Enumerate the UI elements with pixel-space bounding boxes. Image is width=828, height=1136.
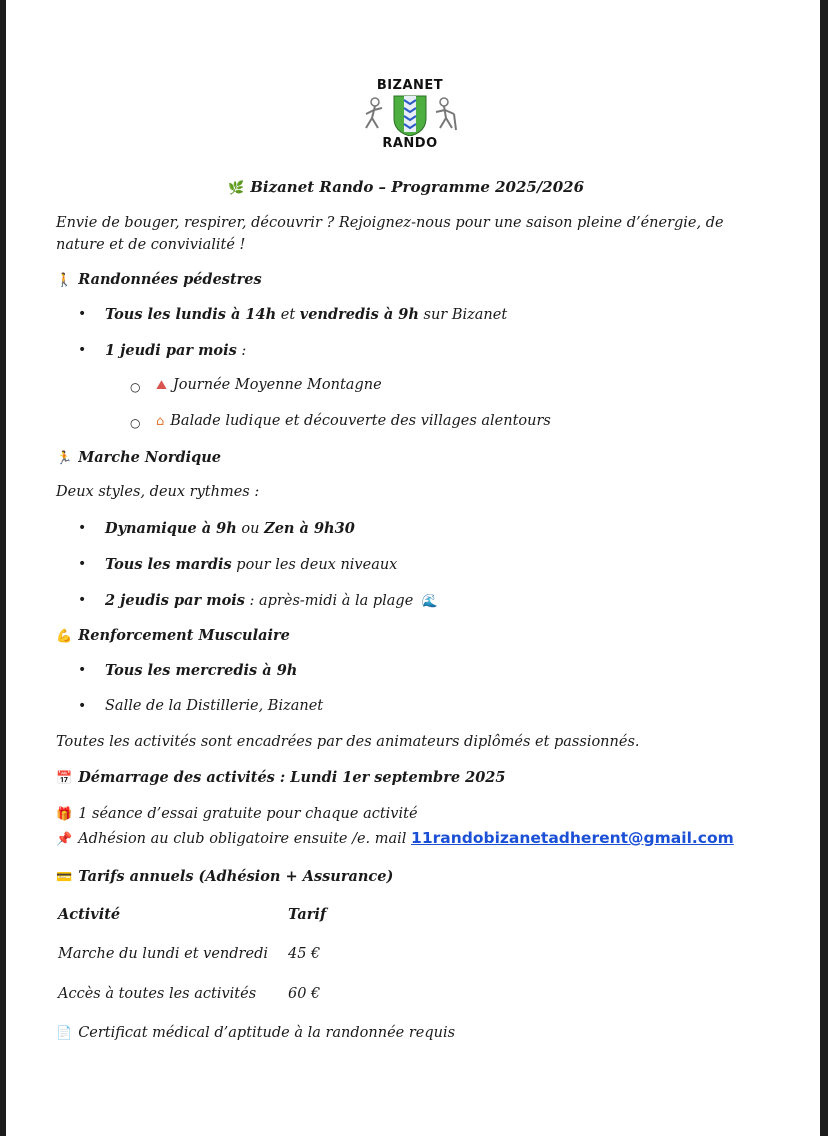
document-page — [6, 0, 820, 1136]
title-text: Bizanet Rando – Programme 2025/2026 — [250, 178, 585, 196]
sub-bullet: ○ — [130, 380, 141, 394]
hiker-icon: 🚶 — [56, 273, 73, 288]
nordic-heading-text: Marche Nordique — [78, 449, 222, 466]
rando-item-2-end: : — [236, 343, 247, 359]
renfo-item-1: Tous les mercredis à 9h — [105, 662, 298, 679]
bullet-dot: • — [78, 520, 87, 536]
nordic-item-3-bold: 2 jeudis par mois — [105, 592, 245, 609]
trial-text: 1 séance d’essai gratuite pour chaque activité — [78, 806, 418, 822]
bullet-dot: • — [78, 342, 87, 358]
rando-item-1-part-b: vendredis à 9h — [299, 306, 419, 323]
nordic-item-2-bold: Tous les mardis — [105, 556, 232, 573]
certificate-note — [56, 1025, 455, 1041]
rando-item-1-mid: et — [276, 307, 300, 323]
page-title — [228, 178, 584, 196]
rando-item-2 — [105, 342, 246, 359]
email-link[interactable]: 11randobizanetadherent@gmail.com — [411, 829, 734, 847]
leaf-icon: 🌿 — [228, 181, 245, 196]
table-cell-price: 45 € — [288, 946, 321, 962]
logo-top-text: BIZANET — [376, 78, 444, 93]
table-cell-activity: Marche du lundi et vendredi — [58, 946, 268, 962]
logo-emblem-icon — [360, 94, 460, 136]
renfo-heading-text: Renforcement Musculaire — [78, 627, 290, 644]
rando-heading — [56, 271, 262, 288]
bullet-dot: • — [78, 698, 87, 714]
document-icon: 📄 — [56, 1026, 73, 1041]
card-icon: 💳 — [56, 870, 73, 885]
renfo-item-2: Salle de la Distillerie, Bizanet — [105, 698, 324, 714]
bullet-dot: • — [78, 592, 87, 608]
rando-sub-2-text: Balade ludique et découverte des villages alentours — [170, 413, 551, 429]
rando-item-2-bold: 1 jeudi par mois — [105, 342, 237, 359]
table-cell-price: 60 € — [288, 986, 321, 1002]
nordic-intro: Deux styles, deux rythmes : — [56, 484, 260, 500]
table-cell-activity: Accès à toutes les activités — [58, 986, 257, 1002]
nordic-item-3 — [105, 592, 444, 609]
nordic-heading — [56, 449, 221, 466]
trial-note — [56, 806, 418, 822]
logo-bottom-text: RANDO — [382, 136, 438, 151]
nordic-item-2 — [105, 556, 397, 573]
activities-note: Toutes les activités sont encadrées par des animateurs diplômés et passionnés. — [56, 734, 640, 750]
nordic-item-1 — [105, 520, 355, 537]
membership-text: Adhésion au club obligatoire ensuite /e. mail — [78, 831, 407, 847]
renfo-heading — [56, 627, 290, 644]
nordic-item-3-end: : après-midi à la plage — [244, 593, 414, 609]
certificate-text: Certificat médical d’aptitude à la randonnée requis — [78, 1025, 456, 1041]
right-frame-edge — [820, 0, 828, 1136]
nordic-item-2-end: pour les deux niveaux — [231, 557, 398, 573]
rando-sub-1 — [156, 377, 382, 393]
bullet-dot: • — [78, 556, 87, 572]
rando-sub-1-text: Journée Moyenne Montagne — [172, 377, 382, 393]
rando-item-1-end: sur Bizanet — [418, 307, 508, 323]
nordic-item-1-part-b: Zen à 9h30 — [264, 520, 355, 537]
mountain-icon: ⛰ — [156, 378, 167, 393]
rando-item-1-part-a: Tous les lundis à 14h — [105, 306, 277, 323]
nordic-item-1-mid: ou — [236, 521, 265, 537]
start-date-text: Démarrage des activités : Lundi 1er septembre 2025 — [78, 769, 506, 786]
rando-sub-2 — [156, 413, 551, 429]
rando-heading-text: Randonnées pédestres — [78, 271, 262, 288]
table-header-price: Tarif — [288, 906, 327, 923]
intro-paragraph: Envie de bouger, respirer, découvrir ? Rejoignez-nous pour une saison pleine d’énergie, de nature et de convivialité ! — [56, 215, 724, 253]
tarifs-heading — [56, 868, 393, 885]
club-logo — [360, 78, 460, 154]
bullet-dot: • — [78, 662, 87, 678]
calendar-icon: 📅 — [56, 771, 73, 786]
membership-note — [56, 829, 734, 847]
nordic-item-1-part-a: Dynamique à 9h — [105, 520, 237, 537]
sub-bullet: ○ — [130, 416, 141, 430]
village-icon: ⌂ — [156, 414, 165, 429]
table-header-activity: Activité — [58, 906, 121, 923]
pin-icon: 📌 — [56, 832, 73, 847]
rando-item-1 — [105, 306, 507, 323]
tarifs-heading-text: Tarifs annuels (Adhésion + Assurance) — [78, 868, 394, 885]
gift-icon: 🎁 — [56, 807, 73, 822]
bullet-dot: • — [78, 306, 87, 322]
start-date — [56, 769, 505, 786]
wave-icon: 🌊 — [421, 594, 439, 609]
muscle-icon: 💪 — [56, 629, 73, 644]
runner-icon: 🏃 — [56, 451, 73, 466]
